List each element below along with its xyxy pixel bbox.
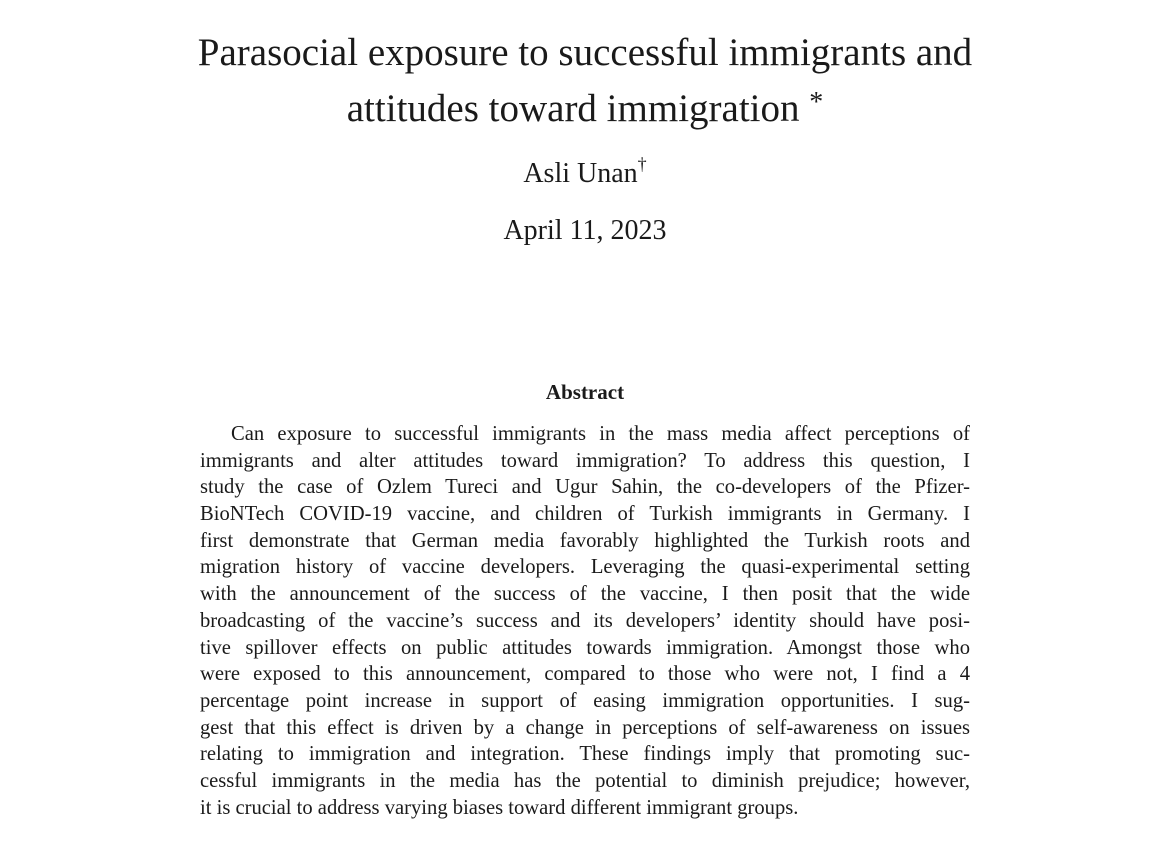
abstract-line: were exposed to this announcement, compared to those who were not, I find a 4 — [200, 663, 970, 686]
abstract-line: percentage point increase in support of easing immigration opportunities. I sug- — [200, 689, 970, 712]
author-footnote-mark[interactable]: † — [637, 154, 647, 174]
abstract-line: gest that this effect is driven by a change in perceptions of self-awareness on issues — [200, 716, 970, 739]
abstract-line: it is crucial to address varying biases toward different immigrant groups. — [200, 796, 799, 819]
author-line — [0, 156, 1170, 192]
abstract-line: cessful immigrants in the media has the potential to diminish prejudice; however, — [200, 769, 970, 792]
abstract-line: migration history of vaccine developers. Leveraging the quasi-experimental setting — [200, 556, 970, 579]
title-footnote-mark[interactable]: * — [809, 87, 824, 118]
abstract-line: with the announcement of the success of the vaccine, I then posit that the wide — [200, 583, 970, 606]
title-line-1: Parasocial exposure to successful immigrants and — [197, 31, 973, 74]
abstract-line: tive spillover effects on public attitudes towards immigration. Amongst those who — [200, 636, 970, 659]
publication-date: April 11, 2023 — [503, 215, 667, 246]
abstract-heading: Abstract — [545, 380, 625, 404]
abstract-line: study the case of Ozlem Tureci and Ugur Sahin, the co-developers of the Pfizer- — [200, 476, 970, 499]
abstract-line: BioNTech COVID-19 vaccine, and children of Turkish immigrants in Germany. I — [200, 503, 970, 526]
paper-title — [0, 28, 1170, 134]
author-name: Asli Unan — [523, 158, 638, 189]
abstract-line: broadcasting of the vaccine’s success and its developers’ identity should have posi- — [200, 609, 970, 632]
abstract-line: Can exposure to successful immigrants in the mass media affect perceptions of — [231, 423, 970, 445]
title-line-2: attitudes toward immigration — [346, 87, 800, 130]
abstract-line: first demonstrate that German media favorably highlighted the Turkish roots and — [200, 529, 970, 552]
abstract-line: relating to immigration and integration. These findings imply that promoting suc- — [200, 743, 970, 766]
abstract-body — [200, 421, 970, 821]
abstract-line: immigrants and alter attitudes toward immigration? To address this question, I — [200, 449, 970, 472]
